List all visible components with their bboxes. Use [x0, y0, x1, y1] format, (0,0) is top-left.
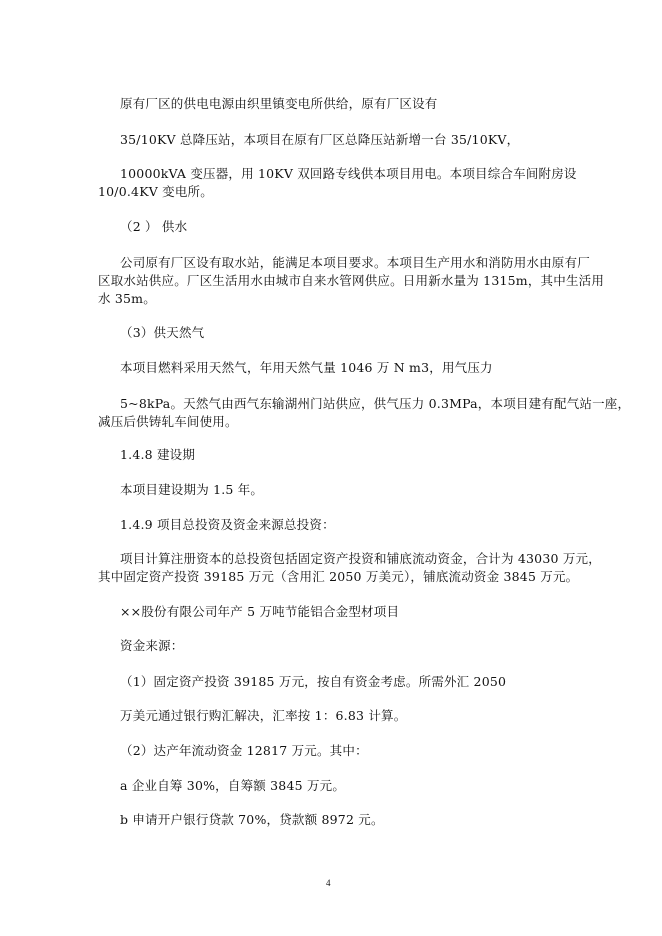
- power-supply-line-1: 原有厂区的供电电源由织里镇变电所供给，原有厂区设有: [120, 96, 438, 111]
- construction-period-text: 本项目建设期为 1.5 年。: [120, 482, 264, 497]
- page-number: 4: [326, 878, 331, 888]
- investment-heading: 1.4.9 项目总投资及资金来源总投资：: [120, 517, 335, 532]
- construction-period-heading: 1.4.8 建设期: [120, 447, 196, 462]
- gas-supply-line-2: 5~8kPa。天然气由西气东输湖州门站供应，供气压力 0.3MPa，本项目建有配气站一座，: [120, 396, 631, 411]
- power-supply-line-2: 35/10KV 总降压站，本项目在原有厂区总降压站新增一台 35/10KV，: [120, 132, 520, 147]
- gas-supply-line-3: 减压后供铸轧车间使用。: [98, 414, 238, 429]
- power-supply-line-4: 10/0.4KV 变电所。: [98, 184, 213, 199]
- water-supply-line-2: 区取水站供应。厂区生活用水由城市自来水管网供应。日用新水量为 1315m，其中生活用: [98, 273, 605, 288]
- power-supply-line-3: 10000kVA 变压器，用 10KV 双回路专线供本项目用电。本项目综合车间附房设: [120, 166, 577, 181]
- exchange-rate-line: 万美元通过银行购汇解决，汇率按 1：6.83 计算。: [120, 708, 407, 723]
- project-title-line: ××股份有限公司年产 5 万吨节能铝合金型材项目: [120, 604, 400, 619]
- funding-source-heading: 资金来源：: [120, 638, 184, 653]
- bank-loan-line: b 申请开户银行贷款 70%，贷款额 8972 元。: [120, 812, 384, 827]
- gas-supply-line-1: 本项目燃料采用天然气，年用天然气量 1046 万 N m3，用气压力: [120, 360, 493, 375]
- water-supply-line-3: 水 35m。: [98, 291, 156, 306]
- investment-line-2: 其中固定资产投资 39185 万元（含用汇 2050 万美元），铺底流动资金 3845 万元。: [98, 569, 579, 584]
- fixed-asset-investment-line: （1）固定资产投资 39185 万元，按自有资金考虑。所需外汇 2050: [120, 674, 507, 689]
- water-supply-heading: （2 ） 供水: [120, 219, 188, 234]
- gas-supply-heading: （3）供天然气: [120, 325, 205, 340]
- self-funding-line: a 企业自筹 30%，自筹额 3845 万元。: [120, 778, 346, 793]
- investment-line-1: 项目计算注册资本的总投资包括固定资产投资和铺底流动资金，合计为 43030 万元，: [120, 551, 601, 566]
- water-supply-line-1: 公司原有厂区设有取水站，能满足本项目要求。本项目生产用水和消防用水由原有厂: [120, 255, 590, 270]
- working-capital-line: （2）达产年流动资金 12817 万元。其中：: [120, 743, 368, 758]
